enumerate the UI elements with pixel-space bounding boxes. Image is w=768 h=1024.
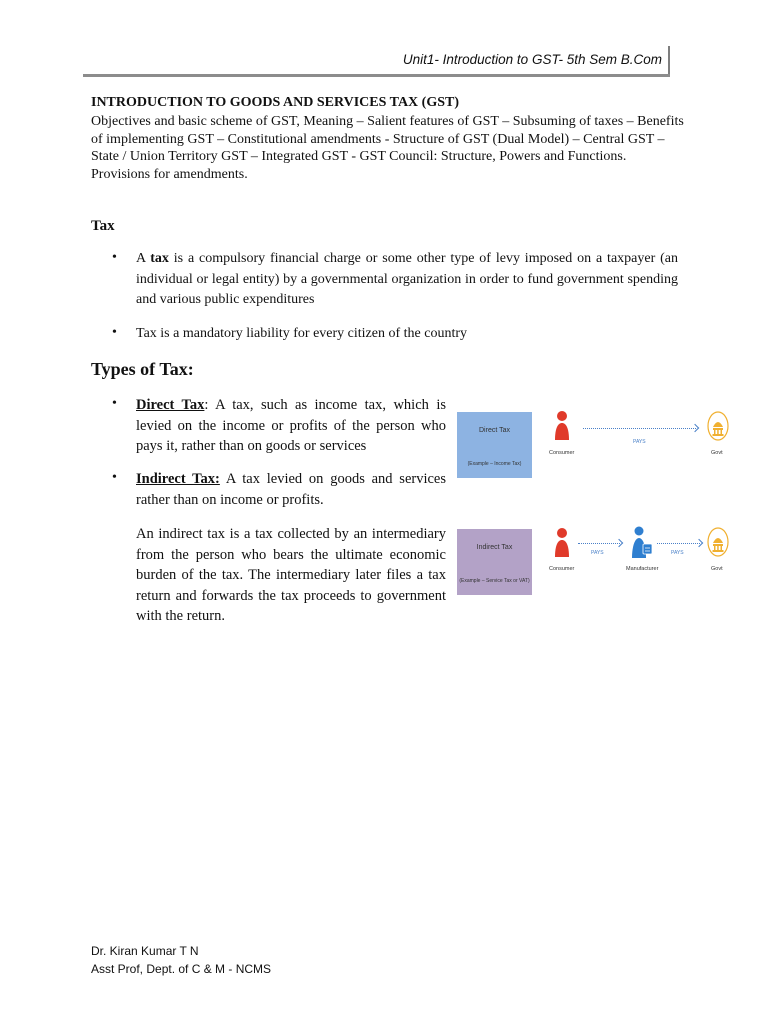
footer-author: Dr. Kiran Kumar T N xyxy=(91,944,199,958)
bullet-marker: • xyxy=(112,396,117,411)
direct-tax-text: Direct Tax: A tax, such as income tax, which is levied on the income or profits of the person who pays it, rather than on goods or services xyxy=(136,397,446,454)
direct-pays-label: PAYS xyxy=(633,439,646,445)
bullet-marker: • xyxy=(112,325,117,340)
indirect-pays-label-2: PAYS xyxy=(671,550,684,556)
manufacturer-label: Manufacturer xyxy=(626,566,659,572)
indirect-consumer-label: Consumer xyxy=(549,566,575,572)
direct-tax-box-example: (Example – Income Tax) xyxy=(467,461,522,467)
tax-definition-text: A tax is a compulsory financial charge or some other type of levy imposed on a taxpayer (an individual or legal entity) by a governmental organization in order to fund government spending and various public expenditures xyxy=(136,251,678,307)
government-building-icon xyxy=(707,527,729,557)
header-vertical-bar xyxy=(668,46,670,76)
indirect-tax-text: Indirect Tax: A tax levied on goods and services rather than on income or profits. xyxy=(136,471,446,508)
manufacturer-icon xyxy=(628,526,654,560)
header-rule xyxy=(83,74,670,77)
indirect-tax-box-example: (Example – Service Tax or VAT) xyxy=(459,578,530,584)
direct-pays-arrow xyxy=(583,428,696,429)
consumer-person-icon xyxy=(553,527,571,559)
running-header: Unit1- Introduction to GST- 5th Sem B.Com xyxy=(402,52,662,67)
indirect-tax-box xyxy=(457,529,532,595)
syllabus-paragraph: Objectives and basic scheme of GST, Meaning – Salient features of GST – Subsuming of taxes – Benefits of implementing GST – Constitutional amendments - Structure of GST (Dual Model) – Central GST – State / Union Territory GST – Integrated GST - GST Council: Structure, Powers and Functions. Provisions for amendments. xyxy=(91,114,684,182)
tax-liability-text: Tax is a mandatory liability for every citizen of the country xyxy=(136,326,468,341)
indirect-tax-explanation: An indirect tax is a tax collected by an intermediary from the person who bears the ultimate economic burden of the tax. The intermediary later files a tax return and forwards the tax proceeds to government with the return. xyxy=(136,526,446,624)
direct-tax-box xyxy=(457,412,532,478)
indirect-govt-label: Govt xyxy=(711,566,723,572)
tax-heading: Tax xyxy=(91,218,115,234)
types-of-tax-heading: Types of Tax: xyxy=(91,359,194,379)
government-building-icon xyxy=(707,411,729,441)
footer-department: Asst Prof, Dept. of C & M - NCMS xyxy=(91,962,272,976)
direct-tax-box-title: Direct Tax xyxy=(479,427,510,434)
direct-govt-label: Govt xyxy=(711,450,723,456)
direct-consumer-label: Consumer xyxy=(549,450,575,456)
indirect-pays-label-1: PAYS xyxy=(591,550,604,556)
indirect-pays-arrow-1 xyxy=(578,543,620,544)
bullet-marker: • xyxy=(112,250,117,265)
consumer-person-icon xyxy=(553,410,571,442)
indirect-pays-arrow-2 xyxy=(657,543,700,544)
document-title: INTRODUCTION TO GOODS AND SERVICES TAX (GST) xyxy=(91,95,459,110)
bullet-marker: • xyxy=(112,470,117,485)
indirect-tax-box-title: Indirect Tax xyxy=(476,544,513,551)
